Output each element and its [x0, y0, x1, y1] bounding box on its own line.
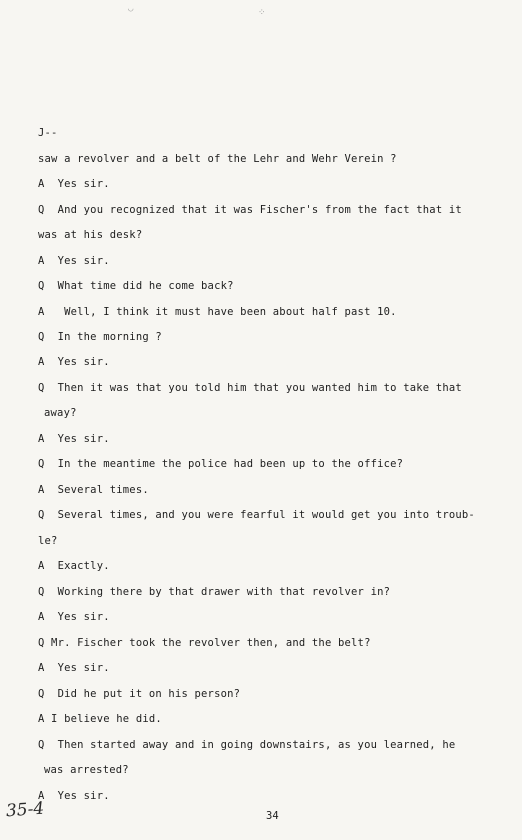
- transcript-line: le?: [38, 535, 58, 547]
- transcript-line: A I believe he did.: [38, 713, 162, 725]
- transcript-line: Q Then it was that you told him that you wanted him to take that: [38, 382, 462, 394]
- transcript-line: A Yes sir.: [38, 356, 110, 368]
- transcript-line: was arrested?: [44, 764, 129, 776]
- transcript-line: Q Mr. Fischer took the revolver then, and the belt?: [38, 637, 371, 649]
- transcript-line: A Well, I think it must have been about half past 10.: [38, 306, 397, 318]
- transcript-line: Q In the meantime the police had been up to the office?: [38, 458, 404, 470]
- page-number: 34: [266, 810, 279, 822]
- transcript-line: Q And you recognized that it was Fischer's from the fact that it: [38, 204, 462, 216]
- transcript-line: A Yes sir.: [38, 611, 110, 623]
- transcript-line: A Yes sir.: [38, 433, 110, 445]
- scan-mark: ◡: [128, 4, 134, 14]
- transcript-line: A Several times.: [38, 484, 149, 496]
- handwritten-page-note: 35-4: [5, 798, 45, 822]
- transcript-line: Q What time did he come back?: [38, 280, 234, 292]
- transcript-line: Q Then started away and in going downstairs, as you learned, he: [38, 739, 456, 751]
- transcript-line: A Exactly.: [38, 560, 110, 572]
- transcript-line: A Yes sir.: [38, 662, 110, 674]
- transcript-line: Q Working there by that drawer with that revolver in?: [38, 586, 391, 598]
- transcript-line: Q Did he put it on his person?: [38, 688, 241, 700]
- section-marker: J--: [38, 127, 58, 139]
- transcript-line: was at his desk?: [38, 229, 143, 241]
- transcript-line: saw a revolver and a belt of the Lehr and Wehr Verein ?: [38, 153, 397, 165]
- scan-mark: ⁘: [258, 8, 266, 18]
- transcript-line: away?: [44, 407, 77, 419]
- transcript-line: A Yes sir.: [38, 178, 110, 190]
- transcript-line: Q Several times, and you were fearful it would get you into troub-: [38, 509, 475, 521]
- transcript-line: Q In the morning ?: [38, 331, 162, 343]
- transcript-line: A Yes sir.: [38, 790, 110, 802]
- transcript-line: A Yes sir.: [38, 255, 110, 267]
